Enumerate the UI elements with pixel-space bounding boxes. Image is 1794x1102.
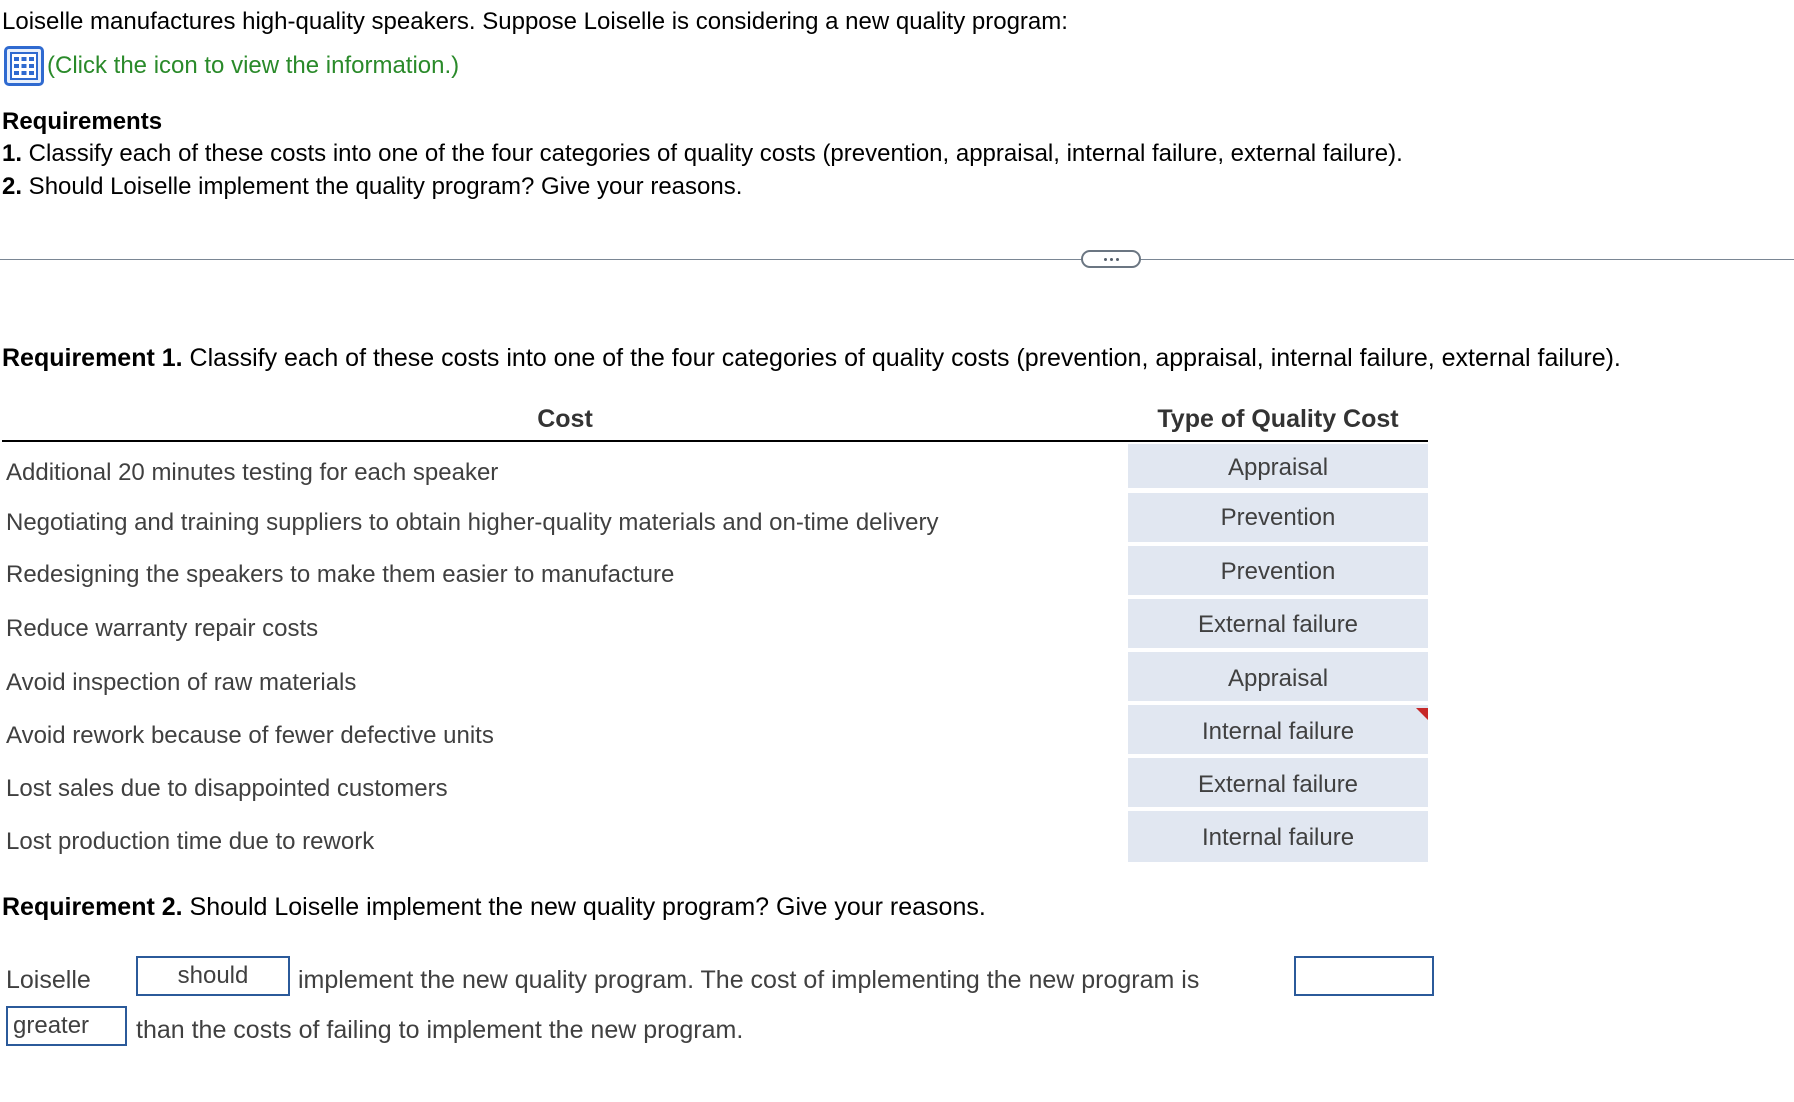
quality-type-select[interactable]: Appraisal [1128, 652, 1428, 701]
cost-cell: Negotiating and training suppliers to obtain higher-quality materials and on-time delivery [6, 509, 939, 536]
answer-subject: Loiselle [6, 966, 91, 994]
error-marker-icon [1416, 708, 1428, 720]
requirement-text: Classify each of these costs into one of the four categories of quality costs (prevention, appraisal, internal failure, external failure). [22, 140, 1403, 167]
requirement-2-text: Should Loiselle implement the new quality program? Give your reasons. [182, 893, 986, 921]
requirement-2-title [2, 893, 986, 922]
cost-cell: Reduce warranty repair costs [6, 615, 319, 642]
requirements-heading: Requirements [2, 108, 163, 135]
blank-answer-input[interactable] [1294, 956, 1434, 996]
requirement-1-label: Requirement 1. [2, 344, 183, 372]
cost-column-header: Cost [537, 405, 593, 433]
cost-cell: Additional 20 minutes testing for each speaker [6, 459, 499, 486]
requirement-item-1 [2, 140, 1403, 168]
comparison-dropdown[interactable]: greater [6, 1006, 127, 1046]
requirement-text: Should Loiselle implement the quality program? Give your reasons. [22, 173, 743, 200]
cost-cell: Lost sales due to disappointed customers [6, 775, 448, 802]
problem-intro: Loiselle manufactures high-quality speakers. Suppose Loiselle is considering a new quality program: [2, 8, 1068, 35]
cost-cell: Lost production time due to rework [6, 828, 375, 855]
ellipsis-dot [1116, 258, 1119, 261]
answer-middle-text: implement the new quality program. The cost of implementing the new program is [298, 966, 1200, 994]
should-dropdown[interactable]: should [136, 956, 290, 996]
quality-type-select[interactable]: Internal failure [1128, 705, 1428, 754]
ellipsis-dot [1110, 258, 1113, 261]
requirement-number: 2. [2, 173, 23, 200]
expand-more-button[interactable] [1081, 250, 1141, 268]
quality-type-select[interactable]: Internal failure [1128, 811, 1428, 862]
cost-cell: Avoid rework because of fewer defective units [6, 722, 494, 749]
header-rule [2, 440, 1428, 442]
cost-cell: Redesigning the speakers to make them easier to manufacture [6, 561, 675, 588]
quality-type-select[interactable]: Appraisal [1128, 444, 1428, 488]
quality-type-select[interactable]: External failure [1128, 599, 1428, 648]
view-information-link[interactable]: (Click the icon to view the information.) [47, 52, 460, 79]
type-column-header: Type of Quality Cost [1157, 405, 1399, 433]
quality-type-select[interactable]: Prevention [1128, 546, 1428, 595]
requirement-number: 1. [2, 140, 23, 167]
cost-cell: Avoid inspection of raw materials [6, 669, 357, 696]
requirement-item-2 [2, 173, 742, 201]
quality-type-select[interactable]: External failure [1128, 758, 1428, 807]
requirement-1-text: Classify each of these costs into one of the four categories of quality costs (prevention, appraisal, internal failure, external failure). [182, 344, 1621, 372]
requirement-1-title [2, 344, 1621, 373]
info-row [4, 42, 459, 90]
answer-end-text: than the costs of failing to implement the new program. [136, 1016, 744, 1044]
requirement-2-label: Requirement 2. [2, 893, 183, 921]
section-divider [0, 259, 1794, 260]
ellipsis-dot [1104, 258, 1107, 261]
quality-type-select[interactable]: Prevention [1128, 493, 1428, 542]
data-table-icon[interactable] [4, 46, 44, 86]
